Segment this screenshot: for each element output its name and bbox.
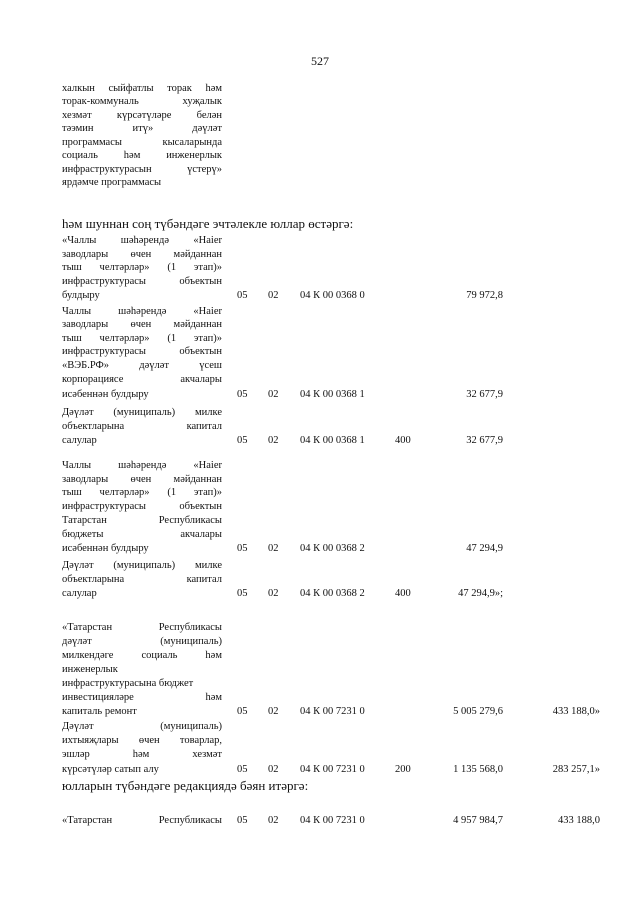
row-text: инфраструктурасы объектын: [62, 501, 222, 512]
row-text: Дәүләт (муниципаль) милке: [62, 407, 222, 418]
section-code: 05: [237, 764, 248, 775]
amount-second: 433 188,0: [558, 815, 600, 826]
row-text: исәбеннән булдыру: [62, 543, 149, 554]
row-text: «ВЭБ.РФ» дәүләт үсеш: [62, 360, 222, 371]
row-text: инвестицияләре һәм: [62, 692, 222, 703]
amount: 79 972,8: [466, 290, 503, 301]
row-text: тыш челтәрләр» (1 этап)»: [62, 487, 222, 498]
subsection-code: 02: [268, 764, 279, 775]
row-text: Татарстан Республикасы: [62, 515, 222, 526]
subsection-code: 02: [268, 290, 279, 301]
row-text: салулар: [62, 435, 97, 446]
amount: 1 135 568,0: [453, 764, 503, 775]
expense-type: 400: [395, 588, 411, 599]
intro-line: тәэмин итү» дәүләт: [62, 123, 222, 134]
subsection-code: 02: [268, 815, 279, 826]
target-code: 04 К 00 0368 2: [300, 588, 365, 599]
intro-line: халкын сыйфатлы торак һәм: [62, 83, 222, 94]
row-text: Чаллы шәһәрендә «Haier: [62, 306, 222, 317]
target-code: 04 К 00 0368 2: [300, 543, 365, 554]
row-text: Дәүләт (муниципаль) милке: [62, 560, 222, 571]
intro-line: ярдәмче программасы: [62, 177, 162, 188]
row-text: инфраструктурасы объектын: [62, 346, 222, 357]
row-text: капиталь ремонт: [62, 706, 137, 717]
subsection-code: 02: [268, 435, 279, 446]
row-text: милкендәге социаль һәм: [62, 650, 222, 661]
row-text: заводлары өчен мәйданнан: [62, 319, 222, 330]
row-text: эшләр һәм хезмәт: [62, 749, 222, 760]
amount: 4 957 984,7: [453, 815, 503, 826]
row-text: объектларына капитал: [62, 574, 222, 585]
amount-second: 283 257,1»: [552, 764, 600, 775]
row-text: инженерлык: [62, 664, 118, 675]
amount: 32 677,9: [466, 389, 503, 400]
target-code: 04 К 00 7231 0: [300, 815, 365, 826]
row-text: заводлары өчен мәйданнан: [62, 474, 222, 485]
expense-type: 200: [395, 764, 411, 775]
section-code: 05: [237, 290, 248, 301]
amount: 32 677,9: [466, 435, 503, 446]
row-text: тыш челтәрләр» (1 этап)»: [62, 262, 222, 273]
section-code: 05: [237, 435, 248, 446]
intro-line: социаль һәм инженерлык: [62, 150, 222, 161]
amount: 5 005 279,6: [453, 706, 503, 717]
instruction-heading: юлларын түбәндәге редакциядә бәян итәргә:: [62, 778, 309, 793]
row-text: булдыру: [62, 290, 100, 301]
row-text: Чаллы шәһәрендә «Haier: [62, 460, 222, 471]
row-text: «Татарстан Республикасы: [62, 815, 222, 826]
intro-line: программасы кысаларында: [62, 137, 222, 148]
row-text: күрсәтүләр сатып алу: [62, 764, 159, 775]
target-code: 04 К 00 0368 0: [300, 290, 365, 301]
amount-second: 433 188,0»: [552, 706, 600, 717]
row-text: инфраструктурасы объектын: [62, 276, 222, 287]
intro-line: инфраструктурасын үстерү»: [62, 164, 222, 175]
row-text: ихтыяҗлары өчен товарлар,: [62, 735, 222, 746]
amount: 47 294,9: [466, 543, 503, 554]
section-code: 05: [237, 389, 248, 400]
row-text: заводлары өчен мәйданнан: [62, 249, 222, 260]
target-code: 04 К 00 7231 0: [300, 706, 365, 717]
section-code: 05: [237, 815, 248, 826]
row-text: объектларына капитал: [62, 421, 222, 432]
row-text: инфраструктурасына бюджет: [62, 678, 194, 689]
row-text: салулар: [62, 588, 97, 599]
subsection-code: 02: [268, 588, 279, 599]
section-code: 05: [237, 588, 248, 599]
intro-line: хезмәт күрсәтүләре белән: [62, 110, 222, 121]
amount: 47 294,9»;: [458, 588, 503, 599]
subsection-code: 02: [268, 706, 279, 717]
row-text: Дәүләт (муниципаль): [62, 721, 222, 732]
row-text: корпорациясе акчалары: [62, 374, 222, 385]
intro-line: торак-коммуналь хуҗалык: [62, 96, 222, 107]
target-code: 04 К 00 0368 1: [300, 389, 365, 400]
row-text: «Чаллы шәһәрендә «Haier: [62, 235, 222, 246]
subsection-code: 02: [268, 543, 279, 554]
target-code: 04 К 00 7231 0: [300, 764, 365, 775]
row-text: дәүләт (муниципаль): [62, 636, 222, 647]
instruction-heading: һәм шуннан соң түбәндәге эчтәлекле юллар өстәргә:: [62, 216, 354, 231]
expense-type: 400: [395, 435, 411, 446]
row-text: бюджеты акчалары: [62, 529, 222, 540]
row-text: тыш челтәрләр» (1 этап)»: [62, 333, 222, 344]
section-code: 05: [237, 706, 248, 717]
target-code: 04 К 00 0368 1: [300, 435, 365, 446]
page-number: 527: [311, 54, 329, 68]
section-code: 05: [237, 543, 248, 554]
row-text: исәбеннән булдыру: [62, 389, 149, 400]
row-text: «Татарстан Республикасы: [62, 622, 222, 633]
subsection-code: 02: [268, 389, 279, 400]
